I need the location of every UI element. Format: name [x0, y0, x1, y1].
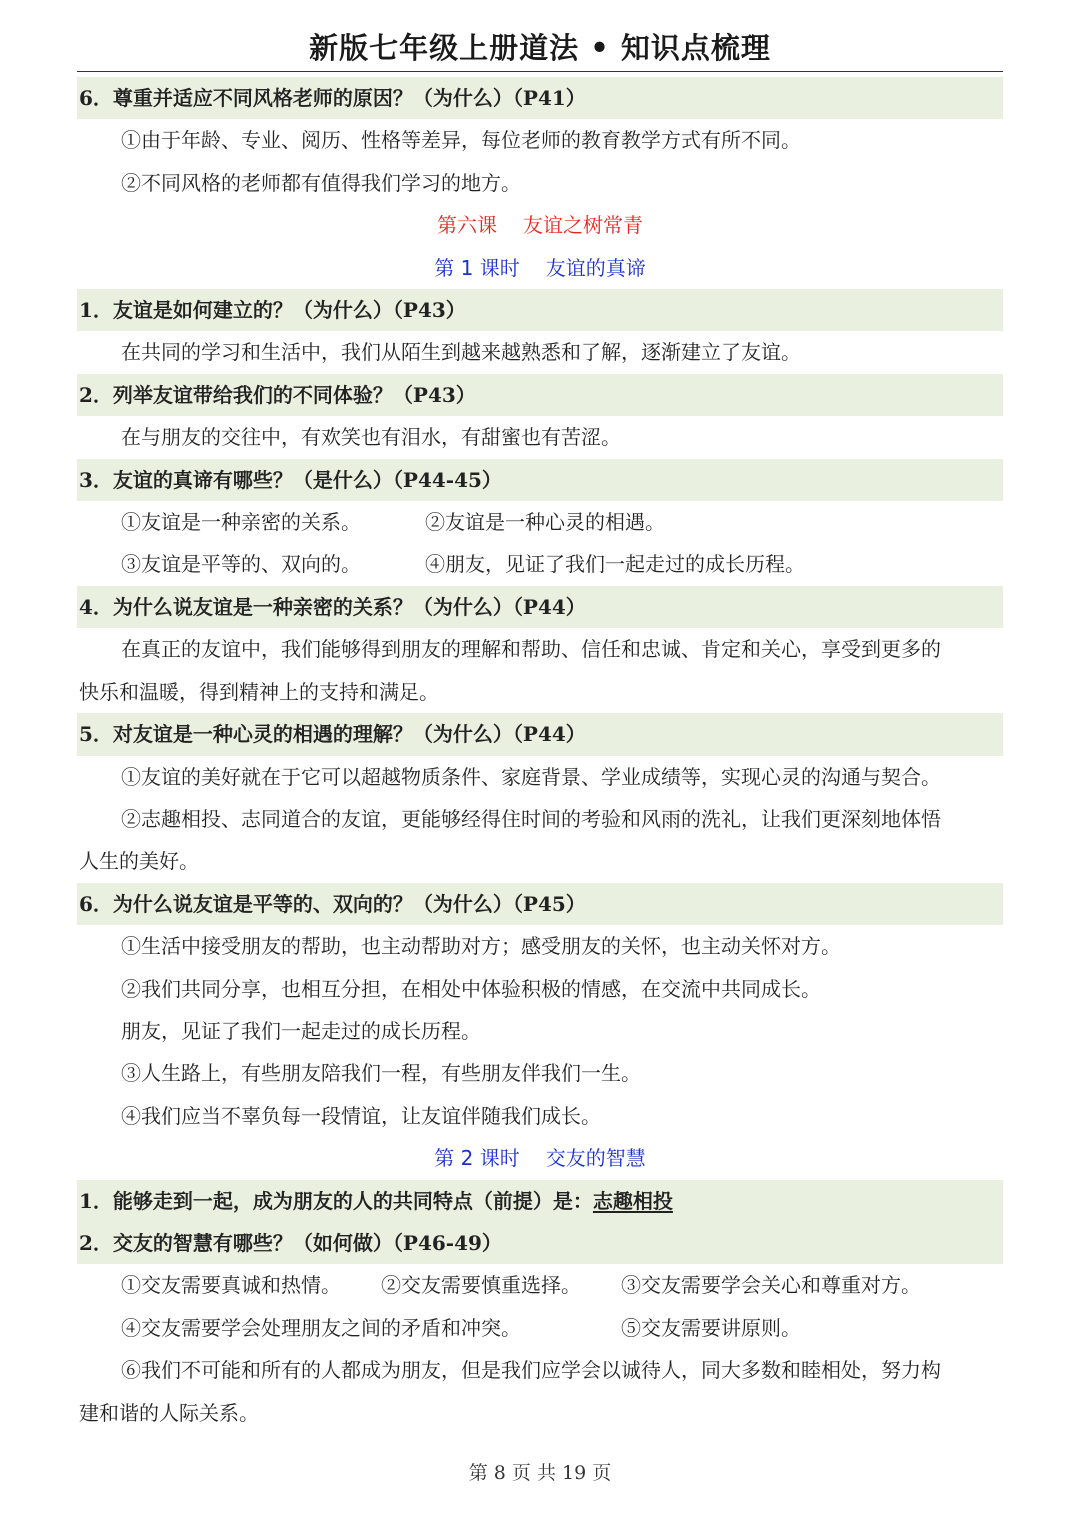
answer-line [77, 543, 1003, 585]
answer-line: ④我们应当不辜负每一段情谊，让友谊伴随我们成长。 [121, 1103, 601, 1128]
question-heading: 1．友谊是如何建立的？（为什么）（P43） [77, 289, 1003, 331]
answer-line: 朋友，见证了我们一起走过的成长历程。 [121, 1018, 481, 1043]
session-label: 第 2 课时 [434, 1146, 520, 1171]
session-title: 友谊的真谛 [545, 255, 646, 280]
answer-item: ②交友需要慎重选择。 [381, 1273, 581, 1298]
question-text: 1．能够走到一起，成为朋友的人的共同特点（前提）是： [79, 1188, 593, 1213]
answer-line-continued: 快乐和温暖，得到精神上的支持和满足。 [79, 679, 439, 704]
lesson-title: 友谊之树常青 [523, 213, 643, 238]
answer-item: ③友谊是平等的、双向的。 [121, 552, 361, 577]
underlined-answer: 志趣相投 [592, 1188, 673, 1213]
answer-line: 在与朋友的交往中，有欢笑也有泪水，有甜蜜也有苦涩。 [121, 425, 621, 450]
answer-line [77, 1307, 1003, 1349]
answer-item: ④朋友，见证了我们一起走过的成长历程。 [425, 552, 805, 577]
question-heading: 3．友谊的真谛有哪些？（是什么）（P44-45） [77, 459, 1003, 501]
answer-item: ⑤交友需要讲原则。 [621, 1315, 801, 1340]
question-heading: 2．列举友谊带给我们的不同体验？（P43） [77, 374, 1003, 416]
answer-line: ③人生路上，有些朋友陪我们一程，有些朋友伴我们一生。 [121, 1061, 641, 1086]
answer-line: ①由于年龄、专业、阅历、性格等差异，每位老师的教育教学方式有所不同。 [121, 128, 801, 153]
answer-line: ⑥我们不可能和所有的人都成为朋友，但是我们应学会以诚待人，同大多数和睦相处，努力构 [121, 1358, 941, 1383]
answer-line: ①生活中接受朋友的帮助，也主动帮助对方；感受朋友的关怀，也主动关怀对方。 [121, 934, 841, 959]
answer-item: ①交友需要真诚和热情。 [121, 1273, 341, 1298]
question-heading: 6．尊重并适应不同风格老师的原因？（为什么）（P41） [77, 77, 1003, 119]
answer-line: 在真正的友谊中，我们能够得到朋友的理解和帮助、信任和忠诚、肯定和关心，享受到更多的 [121, 637, 941, 662]
question-heading [77, 1180, 1003, 1222]
session-title: 交友的智慧 [545, 1146, 646, 1171]
question-heading: 4．为什么说友谊是一种亲密的关系？（为什么）（P44） [77, 586, 1003, 628]
session-heading [77, 1137, 1003, 1179]
lesson-heading [77, 204, 1003, 246]
question-heading: 6．为什么说友谊是平等的、双向的？（为什么）（P45） [77, 883, 1003, 925]
answer-line: ②志趣相投、志同道合的友谊，更能够经得住时间的考验和风雨的洗礼，让我们更深刻地体悟 [121, 806, 941, 831]
answer-line [77, 501, 1003, 543]
answer-item: ③交友需要学会关心和尊重对方。 [621, 1273, 921, 1298]
answer-line: 在共同的学习和生活中，我们从陌生到越来越熟悉和了解，逐渐建立了友谊。 [121, 340, 801, 365]
answer-item: ②友谊是一种心灵的相遇。 [425, 510, 665, 535]
answer-line-continued: 建和谐的人际关系。 [79, 1400, 259, 1425]
question-heading: 2．交友的智慧有哪些？（如何做）（P46-49） [77, 1222, 1003, 1264]
session-heading [77, 247, 1003, 289]
answer-line: ②不同风格的老师都有值得我们学习的地方。 [121, 170, 521, 195]
session-label: 第 1 课时 [434, 255, 520, 280]
answer-line-continued: 人生的美好。 [79, 849, 199, 874]
answer-item: ①友谊是一种亲密的关系。 [121, 510, 361, 535]
page-title: 新版七年级上册道法 • 知识点梳理 [309, 31, 771, 65]
answer-line [77, 1264, 1003, 1306]
answer-line: ①友谊的美好就在于它可以超越物质条件、家庭背景、学业成绩等，实现心灵的沟通与契合。 [121, 764, 941, 789]
answer-line: ②我们共同分享，也相互分担，在相处中体验积极的情感，在交流中共同成长。 [121, 976, 821, 1001]
answer-item: ④交友需要学会处理朋友之间的矛盾和冲突。 [121, 1315, 521, 1340]
document-body [77, 77, 1003, 1434]
page-number: 第 8 页 共 19 页 [468, 1462, 612, 1484]
lesson-label: 第六课 [437, 213, 497, 238]
title-divider [77, 71, 1003, 72]
question-heading: 5．对友谊是一种心灵的相遇的理解？（为什么）（P44） [77, 713, 1003, 755]
